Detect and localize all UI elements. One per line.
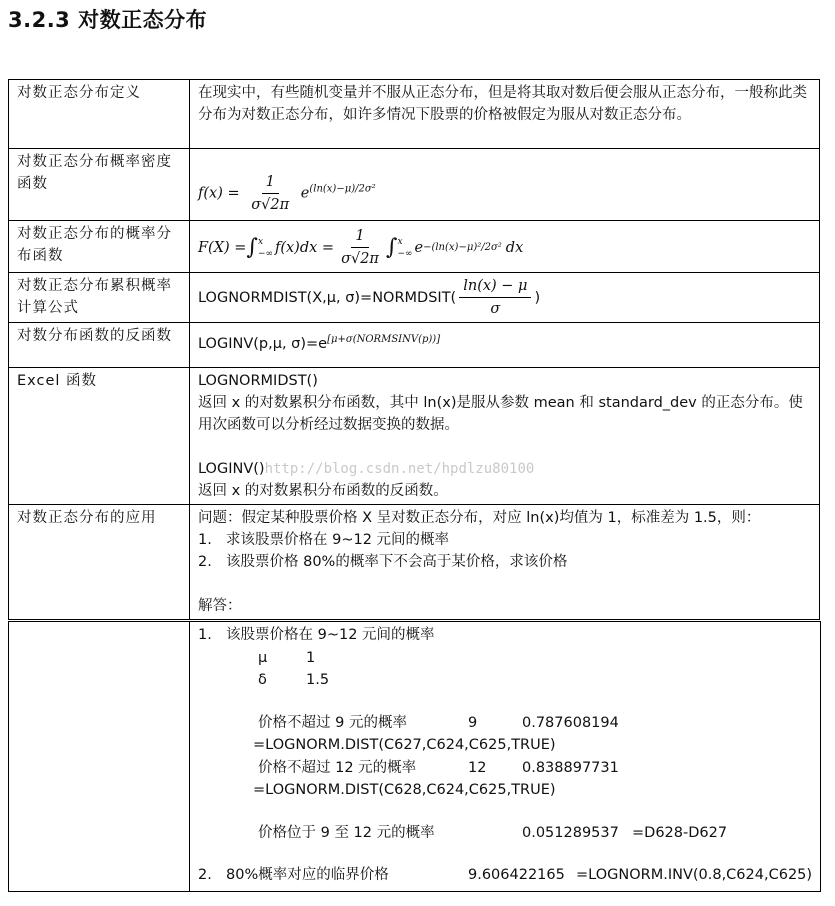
empty-cell [9, 622, 190, 892]
list-item [198, 529, 811, 551]
list-text: 求该股票价格在 9~12 元间的概率 [226, 532, 450, 548]
cdf-exponent: −(ln(x)−μ)²/2σ² [423, 241, 502, 253]
excel-func-loginv: LOGINV() [198, 461, 265, 477]
cumulative-numerator: ln(x) − μ [459, 275, 531, 298]
p12-value: 0.838897731 [522, 759, 619, 776]
application-label: 对数正态分布的应用 [9, 505, 190, 620]
excel-line: 返回 x 的对数累积分布函数，其中 ln(x)是服从参数 mean 和 standard_dev 的正态分布。使用次函数可以分析经过数据变换的数据。 [198, 395, 803, 433]
list-text: 该股票价格 80%的概率下不会高于某价格，求该价格 [226, 554, 568, 570]
definition-label: 对数正态分布定义 [9, 80, 190, 149]
spacer [198, 692, 812, 712]
inverse-prefix: LOGINV(p,μ, σ)=e [198, 335, 328, 352]
p9-x: 9 [468, 714, 478, 731]
list-text: 该股票价格在 9~12 元间的概率 [226, 627, 435, 643]
critical-formula: =LOGNORM.INV(0.8,C624,C625) [576, 867, 813, 883]
application-question: 问题：假定某种股票价格 X 呈对数正态分布，对应 ln(x)均值为 1，标准差为 1.5，则： [198, 510, 761, 526]
mu-row [198, 647, 812, 670]
table-row [9, 622, 821, 892]
p9-formula: =LOGNORM.DIST(C627,C624,C625,TRUE) [253, 737, 556, 753]
list-number: 2. [198, 554, 212, 570]
pdf-lhs: f(x) = [198, 185, 240, 202]
cdf-mid: f(x)dx = [274, 239, 335, 256]
spacer [198, 844, 812, 864]
cdf-upper-limit: x [257, 236, 264, 247]
p12-x: 12 [468, 759, 487, 776]
p9-label: 价格不超过 9 元的概率 [258, 714, 407, 731]
list-item [198, 551, 811, 573]
prob-range-value: 0.051289537 [522, 824, 619, 841]
cumulative-suffix: ) [534, 289, 541, 306]
cumulative-prefix: LOGNORMDIST(X,μ, σ)=NORMDSIT( [198, 289, 457, 306]
cdf-base: e [414, 239, 424, 256]
integral-sign-icon: ∫ [246, 234, 258, 260]
table-row [9, 368, 820, 505]
section-title: 3.2.3 对数正态分布 [8, 8, 208, 32]
cdf-lhs: F(X) = [198, 239, 247, 256]
pdf-formula [190, 149, 820, 221]
table-row [9, 273, 820, 323]
table-row [9, 505, 820, 620]
answer-label: 解答： [198, 598, 242, 614]
table-row [9, 221, 820, 273]
list-text: 80%概率对应的临界价格 [226, 867, 389, 883]
cumulative-denominator: σ [490, 301, 501, 317]
cdf-denominator: σ√2π [341, 251, 379, 267]
spacer [198, 573, 811, 595]
p12-row [198, 757, 812, 780]
cdf-tail: dx [505, 239, 524, 256]
mu-value: 1 [306, 649, 316, 666]
cdf-formula [190, 221, 820, 273]
definition-text: 在现实中，有些随机变量并不服从正态分布，但是将其取对数后便会服从正态分布，一般称此类分布为对数正态分布，如许多情况下股票的价格被假定为服从对数正态分布。 [190, 80, 820, 149]
prob-range-formula: =D628-D627 [632, 824, 728, 841]
pdf-numerator: 1 [262, 171, 279, 194]
pdf-denominator: σ√2π [251, 197, 290, 213]
p12-label: 价格不超过 12 元的概率 [258, 759, 417, 776]
solution-content [190, 622, 821, 892]
p12-formula: =LOGNORM.DIST(C628,C624,C625,TRUE) [253, 782, 556, 798]
cdf-label: 对数正态分布的概率分布函数 [9, 221, 190, 273]
prob-range-label: 价格位于 9 至 12 元的概率 [258, 824, 435, 841]
excel-line: 返回 x 的对数累积分布函数的反函数。 [198, 483, 448, 499]
excel-label: Excel 函数 [9, 368, 190, 505]
table-row [9, 80, 820, 149]
cdf-upper-limit-2: x [397, 236, 403, 247]
mu-label: μ [258, 649, 268, 666]
table-row [9, 149, 820, 221]
inverse-exponent: [μ+σ(NORMSINV(p))] [327, 334, 441, 345]
sigma-label: δ [258, 672, 267, 688]
pdf-exponent: (ln(x)−μ)/2σ² [309, 183, 376, 195]
prob-range-row [198, 822, 812, 845]
p9-row [198, 712, 812, 735]
excel-line [198, 458, 811, 480]
excel-line [198, 436, 811, 458]
solution-table [8, 621, 821, 892]
cdf-lower-limit-2: −∞ [397, 248, 413, 259]
cdf-fraction [337, 225, 383, 270]
watermark-url: http://blog.csdn.net/hpdlzu80100 [264, 461, 535, 477]
pdf-base: e [300, 185, 310, 202]
inverse-label: 对数分布函数的反函数 [9, 323, 190, 368]
sigma-row [198, 669, 812, 692]
cdf-lower-limit: −∞ [257, 248, 273, 259]
cumulative-formula [190, 273, 820, 323]
list-number: 1. [198, 627, 212, 643]
cdf-limits-2 [397, 236, 412, 260]
application-content [190, 505, 820, 620]
inverse-formula [190, 323, 820, 368]
cumulative-label: 对数正态分布累积概率计算公式 [9, 273, 190, 323]
lognormal-summary-table [8, 79, 820, 620]
sigma-value: 1.5 [306, 672, 330, 688]
list-number: 2. [198, 867, 212, 883]
excel-functions [190, 368, 820, 505]
list-item [198, 864, 812, 887]
integral-sign-icon: ∫ [385, 234, 398, 260]
cumulative-fraction [459, 275, 531, 320]
spacer [198, 802, 812, 822]
critical-value: 9.606422165 [468, 867, 565, 883]
p9-value: 0.787608194 [522, 714, 619, 731]
table-row [9, 323, 820, 368]
list-item [198, 624, 812, 647]
pdf-label: 对数正态分布概率密度函数 [9, 149, 190, 221]
list-number: 1. [198, 532, 212, 548]
cdf-numerator: 1 [351, 225, 368, 248]
pdf-fraction [247, 171, 293, 216]
cdf-limits [258, 236, 273, 260]
excel-line: LOGNORMIDST() [198, 373, 318, 389]
